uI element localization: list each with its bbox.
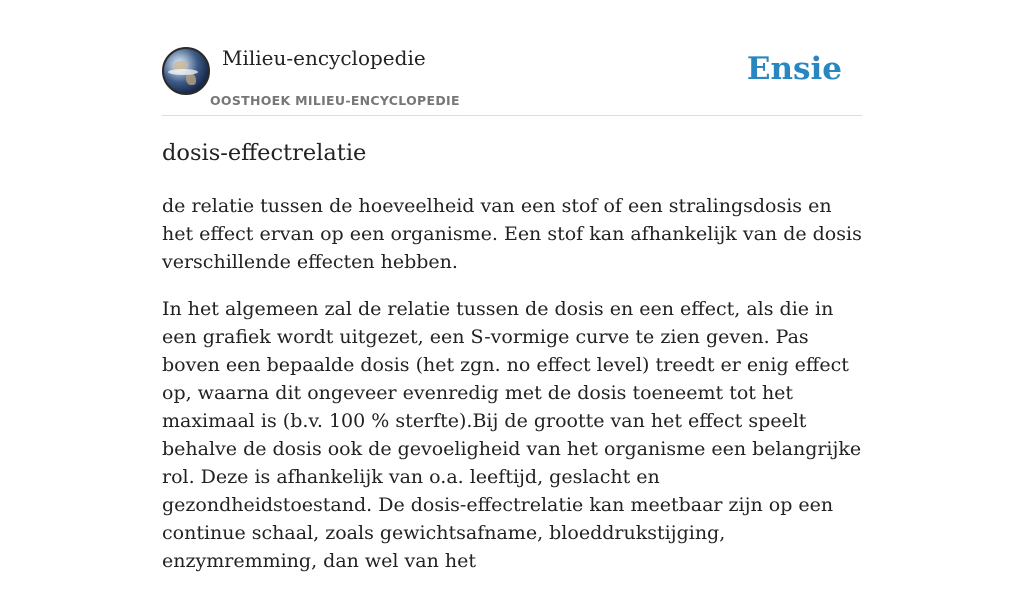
brand-logo[interactable]: Ensie xyxy=(746,51,842,87)
site-subtitle: OOSTHOEK MILIEU-ENCYCLOPEDIE xyxy=(210,93,460,108)
article-title: dosis-effectrelatie xyxy=(162,140,367,166)
article-paragraph: de relatie tussen de hoeveelheid van een stof of een stralingsdosis en het effect ervan op een organisme. Een stof kan afhankelijk van de dosis verschillende effecten hebben. xyxy=(162,195,862,273)
article-body xyxy=(162,192,862,594)
globe-cloud xyxy=(168,69,198,75)
globe-icon[interactable] xyxy=(162,47,210,95)
site-header xyxy=(162,46,862,116)
article-paragraph: In het algemeen zal de relatie tussen de dosis en een effect, als die in een grafiek wordt uitgezet, een S-vormige curve te zien geven. Pas boven een bepaalde dosis (het zgn. no effect level) treedt er enig effect op, waarna dit ongeveer evenredig met de dosis toeneemt tot het maximaal is (b.v. 100 % sterfte).Bij de grootte van het effect speelt behalve de dosis ook de gevoeligheid van het organisme een belangrijke rol. Deze is afhankelijk van o.a. leeftijd, geslacht en gezondheidstoestand. De dosis-effectrelatie kan meetbaar zijn op een continue schaal, zoals gewichtsafname, bloeddrukstijging, enzymremming, dan wel van het xyxy=(162,298,862,572)
header-divider xyxy=(162,115,862,116)
site-title[interactable]: Milieu-encyclopedie xyxy=(222,46,426,70)
